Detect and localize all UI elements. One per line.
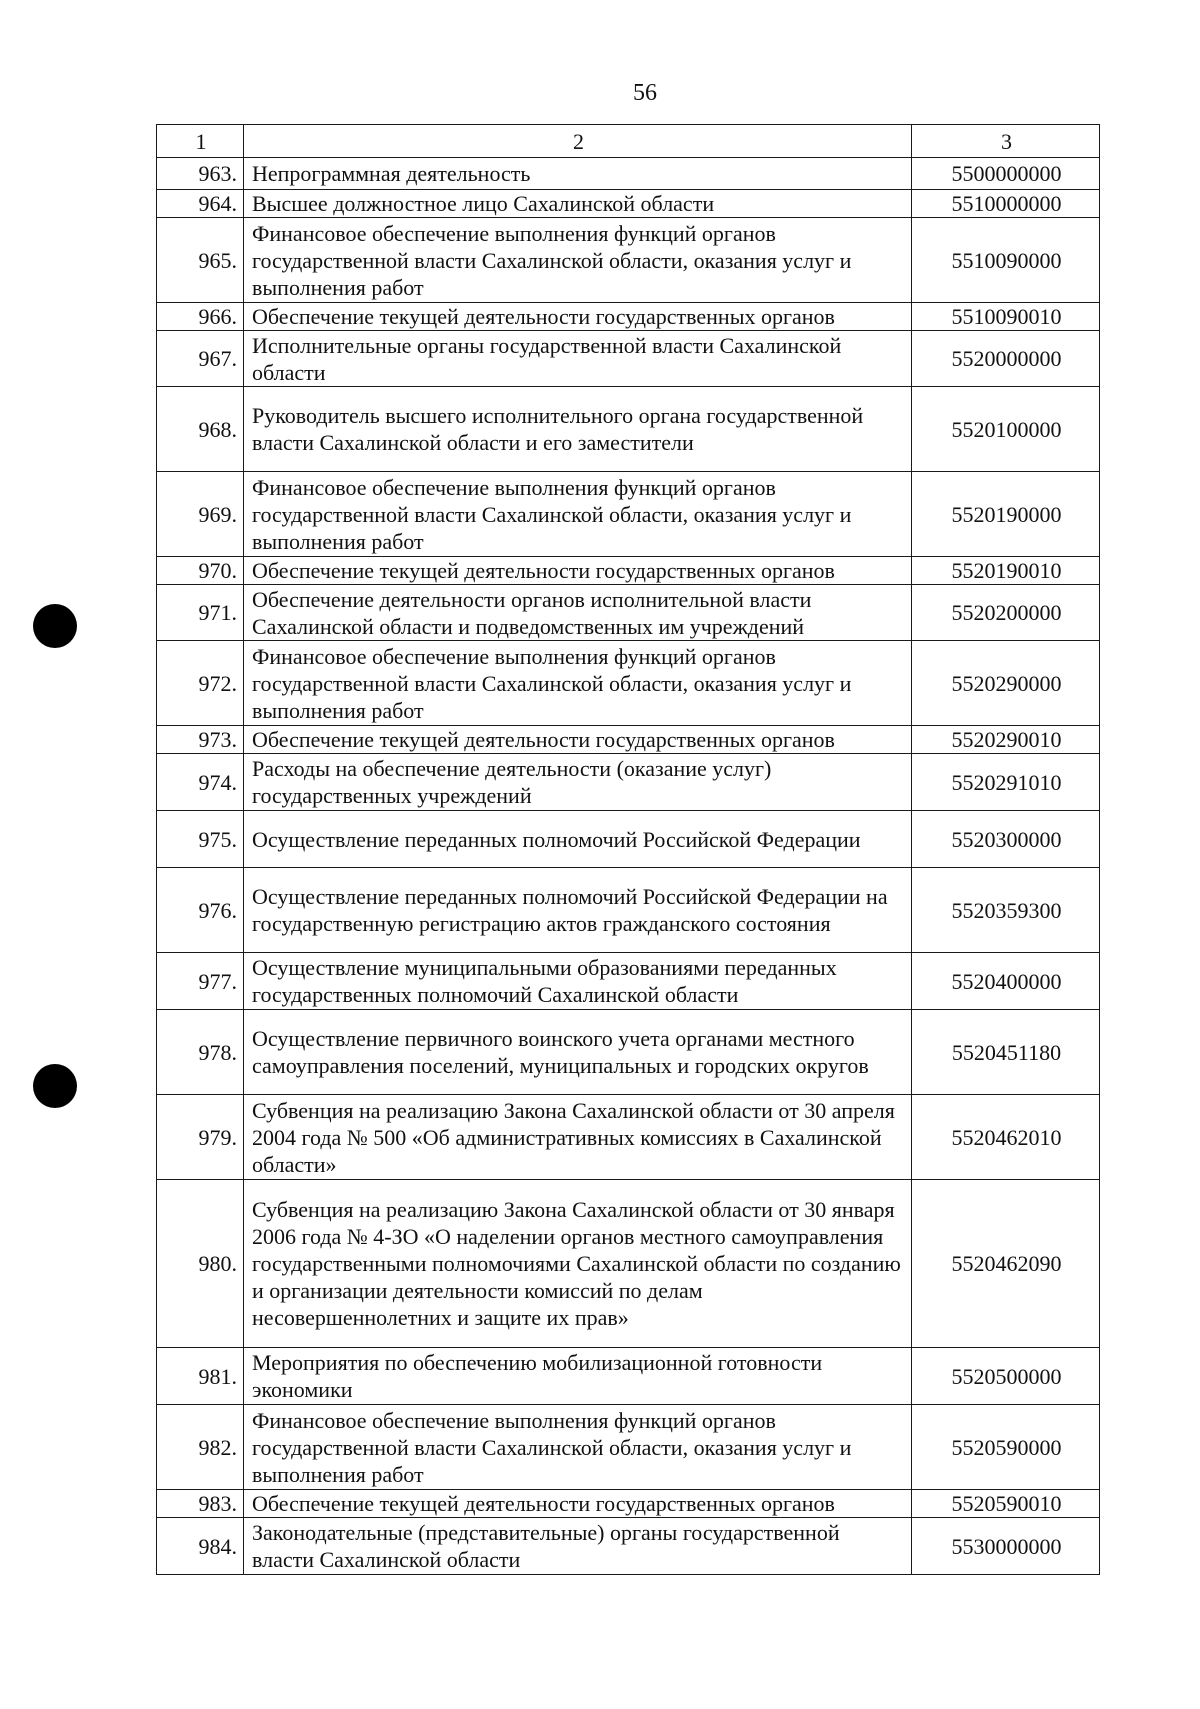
- table-row: [157, 387, 1100, 472]
- table-header-row: [157, 125, 1100, 158]
- row-number: 974.: [157, 754, 244, 811]
- row-number: 963.: [157, 158, 244, 190]
- table-row: [157, 331, 1100, 387]
- row-code: 5520300000: [912, 811, 1100, 868]
- table-row: [157, 868, 1100, 953]
- table-row: [157, 158, 1100, 190]
- row-number: 968.: [157, 387, 244, 472]
- row-name: Обеспечение деятельности органов исполнительной власти Сахалинской области и подведомственных им учреждений: [244, 585, 912, 641]
- row-code: 5520451180: [912, 1010, 1100, 1095]
- page-number: 56: [633, 80, 657, 106]
- column-header-code: 3: [912, 125, 1100, 158]
- row-name: Осуществление первичного воинского учета органами местного самоуправления поселений, муниципальных и городских округов: [244, 1010, 912, 1095]
- table-row: [157, 641, 1100, 726]
- row-name: Обеспечение текущей деятельности государственных органов: [244, 557, 912, 585]
- table-row: [157, 754, 1100, 811]
- row-name: Субвенция на реализацию Закона Сахалинской области от 30 января 2006 года № 4-ЗО «О наделении органов местного самоуправления государственными полномочиями Сахалинской области по созданию и организации деятельности комиссий по делам несовершеннолетних и защите их прав»: [244, 1180, 912, 1348]
- row-name: Законодательные (представительные) органы государственной власти Сахалинской области: [244, 1518, 912, 1575]
- table-row: [157, 1490, 1100, 1518]
- row-number: 970.: [157, 557, 244, 585]
- row-name: Высшее должностное лицо Сахалинской области: [244, 190, 912, 218]
- row-code: 5510090000: [912, 218, 1100, 303]
- row-number: 976.: [157, 868, 244, 953]
- row-number: 973.: [157, 726, 244, 754]
- row-name: Осуществление муниципальными образованиями переданных государственных полномочий Сахалинской области: [244, 953, 912, 1010]
- table-row: [157, 726, 1100, 754]
- row-code: 5520200000: [912, 585, 1100, 641]
- row-code: 5520290000: [912, 641, 1100, 726]
- punch-hole-mark: [33, 1064, 77, 1108]
- table-row: [157, 1010, 1100, 1095]
- row-name: Осуществление переданных полномочий Российской Федерации на государственную регистрацию актов гражданского состояния: [244, 868, 912, 953]
- row-code: 5520190010: [912, 557, 1100, 585]
- row-number: 983.: [157, 1490, 244, 1518]
- row-number: 977.: [157, 953, 244, 1010]
- row-code: 5520590000: [912, 1405, 1100, 1490]
- row-number: 981.: [157, 1348, 244, 1405]
- row-number: 971.: [157, 585, 244, 641]
- table-row: [157, 953, 1100, 1010]
- table-row: [157, 1180, 1100, 1348]
- row-code: 5520359300: [912, 868, 1100, 953]
- row-code: 5520190000: [912, 472, 1100, 557]
- table-row: [157, 303, 1100, 331]
- row-number: 982.: [157, 1405, 244, 1490]
- row-name: Финансовое обеспечение выполнения функций органов государственной власти Сахалинской области, оказания услуг и выполнения работ: [244, 218, 912, 303]
- row-name: Финансовое обеспечение выполнения функций органов государственной власти Сахалинской области, оказания услуг и выполнения работ: [244, 1405, 912, 1490]
- table-row: [157, 218, 1100, 303]
- row-number: 979.: [157, 1095, 244, 1180]
- row-name: Расходы на обеспечение деятельности (оказание услуг) государственных учреждений: [244, 754, 912, 811]
- row-number: 980.: [157, 1180, 244, 1348]
- row-name: Мероприятия по обеспечению мобилизационной готовности экономики: [244, 1348, 912, 1405]
- row-number: 964.: [157, 190, 244, 218]
- row-code: 5510090010: [912, 303, 1100, 331]
- row-number: 972.: [157, 641, 244, 726]
- table-row: [157, 1348, 1100, 1405]
- row-name: Субвенция на реализацию Закона Сахалинской области от 30 апреля 2004 года № 500 «Об административных комиссиях в Сахалинской области»: [244, 1095, 912, 1180]
- row-number: 967.: [157, 331, 244, 387]
- row-number: 975.: [157, 811, 244, 868]
- row-name: Обеспечение текущей деятельности государственных органов: [244, 726, 912, 754]
- row-code: 5520291010: [912, 754, 1100, 811]
- row-code: 5520000000: [912, 331, 1100, 387]
- row-code: 5520462010: [912, 1095, 1100, 1180]
- table-row: [157, 1095, 1100, 1180]
- row-name: Исполнительные органы государственной власти Сахалинской области: [244, 331, 912, 387]
- row-number: 978.: [157, 1010, 244, 1095]
- column-header-name: 2: [244, 125, 912, 158]
- row-name: Обеспечение текущей деятельности государственных органов: [244, 303, 912, 331]
- row-code: 5520400000: [912, 953, 1100, 1010]
- table-row: [157, 585, 1100, 641]
- row-code: 5520462090: [912, 1180, 1100, 1348]
- row-code: 5520500000: [912, 1348, 1100, 1405]
- row-name: Финансовое обеспечение выполнения функций органов государственной власти Сахалинской области, оказания услуг и выполнения работ: [244, 472, 912, 557]
- table-row: [157, 190, 1100, 218]
- row-number: 984.: [157, 1518, 244, 1575]
- punch-hole-mark: [33, 604, 77, 648]
- row-code: 5510000000: [912, 190, 1100, 218]
- table-row: [157, 1405, 1100, 1490]
- table-row: [157, 472, 1100, 557]
- row-number: 969.: [157, 472, 244, 557]
- row-name: Непрограммная деятельность: [244, 158, 912, 190]
- row-name: Обеспечение текущей деятельности государственных органов: [244, 1490, 912, 1518]
- table-row: [157, 811, 1100, 868]
- row-code: 5530000000: [912, 1518, 1100, 1575]
- row-number: 965.: [157, 218, 244, 303]
- row-code: 5500000000: [912, 158, 1100, 190]
- column-header-number: 1: [157, 125, 244, 158]
- row-code: 5520100000: [912, 387, 1100, 472]
- table-row: [157, 557, 1100, 585]
- table-row: [157, 1518, 1100, 1575]
- row-name: Руководитель высшего исполнительного органа государственной власти Сахалинской области и его заместители: [244, 387, 912, 472]
- row-name: Финансовое обеспечение выполнения функций органов государственной власти Сахалинской области, оказания услуг и выполнения работ: [244, 641, 912, 726]
- row-code: 5520590010: [912, 1490, 1100, 1518]
- budget-codes-table: [156, 124, 1100, 1575]
- row-name: Осуществление переданных полномочий Российской Федерации: [244, 811, 912, 868]
- row-number: 966.: [157, 303, 244, 331]
- row-code: 5520290010: [912, 726, 1100, 754]
